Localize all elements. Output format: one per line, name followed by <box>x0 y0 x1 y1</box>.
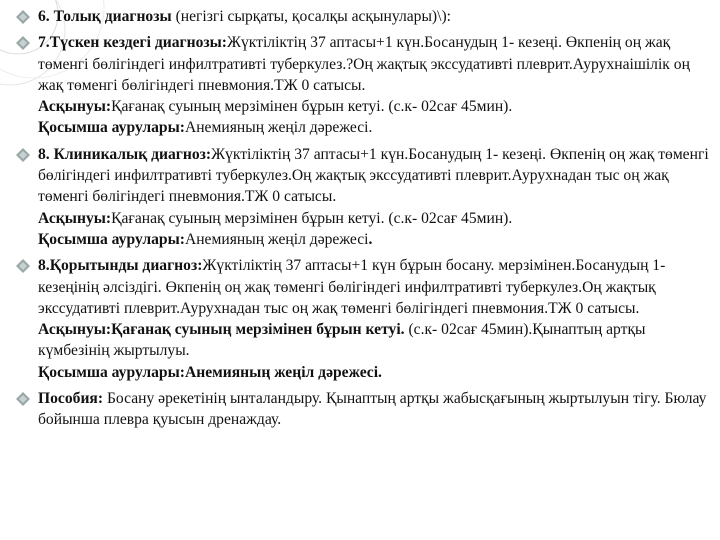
comorbid-label: Қосымша аурулары:Анемияның жеңіл дәрежесі. <box>38 363 382 381</box>
complication-text: Қағанақ суының мерзімінен бұрын кетуі. (с.к- 02сағ 45мин). <box>111 209 513 227</box>
comorbid-end: . <box>368 230 373 248</box>
item-label: 7.Түскен кездегі диагнозы: <box>38 34 228 52</box>
complication-text: (с.к- 02сағ 45мин).Қынаптың артқы күмбезінің жыртылуы. <box>38 321 646 360</box>
complication-text: Қағанақ суының мерзімінен бұрын кетуі. (с.к- 02сағ 45мин). <box>111 98 513 116</box>
list-item-procedures <box>14 388 710 431</box>
comorbid-text: Анемияның жеңіл дәрежесі <box>184 230 369 248</box>
item-label: 8. Клиникалық диагноз: <box>38 145 212 163</box>
comorbid-label: Қосымша аурулары: <box>38 230 185 248</box>
list-item-admission-diagnosis <box>14 32 710 138</box>
comorbid-text: Анемияның жеңіл дәрежесі. <box>184 119 373 137</box>
comorbid-label: Қосымша аурулары: <box>38 119 185 137</box>
item-text: (негізгі сырқаты, қосалқы асқынулары)\): <box>171 8 451 25</box>
item-text: Жүктіліктің 37 аптасы+1 күн.Босанудың 1- кезеңі. Өкпенің оң жақ төменгі бөлігіндегі инфилтративті туберкулез.Оң жақтық экссудативті плеврит.Аурухнадан тыс оң жақ төменгі бөлігіндегі пневмония.ТЖ 0 сатысы. <box>38 145 709 206</box>
list-item-clinical-diagnosis <box>14 144 710 250</box>
item-text: Жүктіліктің 37 аптасы+1 күн бұрын босану. мерзімінен.Босанудың 1- кезеңінің әлсіздігі. Өкпенің оң жақ төменгі бөлігіндегі инфилтративті туберкулез.Оң жақтық экссудативті плеврит.Аурухнадан тыс оң жақ төменгі бөлігіндегі пневмония.ТЖ 0 сатысы. <box>38 257 666 317</box>
item-text: Босану әрекетінің ынталандыру. Қынаптың артқы жабысқағының жыртылуын тігу. Бюлау бойынша плевра қуысын дренаждау. <box>38 390 707 429</box>
item-label: 8.Қорытынды диагноз: <box>38 257 203 275</box>
list-item-final-diagnosis <box>14 255 710 383</box>
item-text: Жүктіліктің 37 аптасы+1 күн.Босанудың 1- кезеңі. Өкпенің оң жақ төменгі бөлігіндегі инфилтративті туберкулез.?Оң жақтық экссудативті плеврит.Аурухнаішілік оң жақ төменгі бөлігіндегі пневмония.ТЖ 0 сатысы. <box>38 34 690 94</box>
complication-label: Асқынуы: <box>38 209 112 227</box>
diamond-bullet-icon <box>16 259 30 273</box>
item-label: Пособия: <box>38 390 104 408</box>
item-label: 6. Толық диагнозы <box>38 8 172 25</box>
diamond-bullet-icon <box>16 392 30 406</box>
diamond-bullet-icon <box>16 36 30 50</box>
diamond-bullet-icon <box>16 148 30 162</box>
complication-label: Асқынуы:Қағанақ суының мерзімінен бұрын кетуі. <box>38 321 405 339</box>
diamond-bullet-icon <box>16 10 30 24</box>
complication-label: Асқынуы: <box>38 98 112 116</box>
list-item-full-diagnosis <box>14 6 710 27</box>
diagnosis-list <box>14 6 710 436</box>
